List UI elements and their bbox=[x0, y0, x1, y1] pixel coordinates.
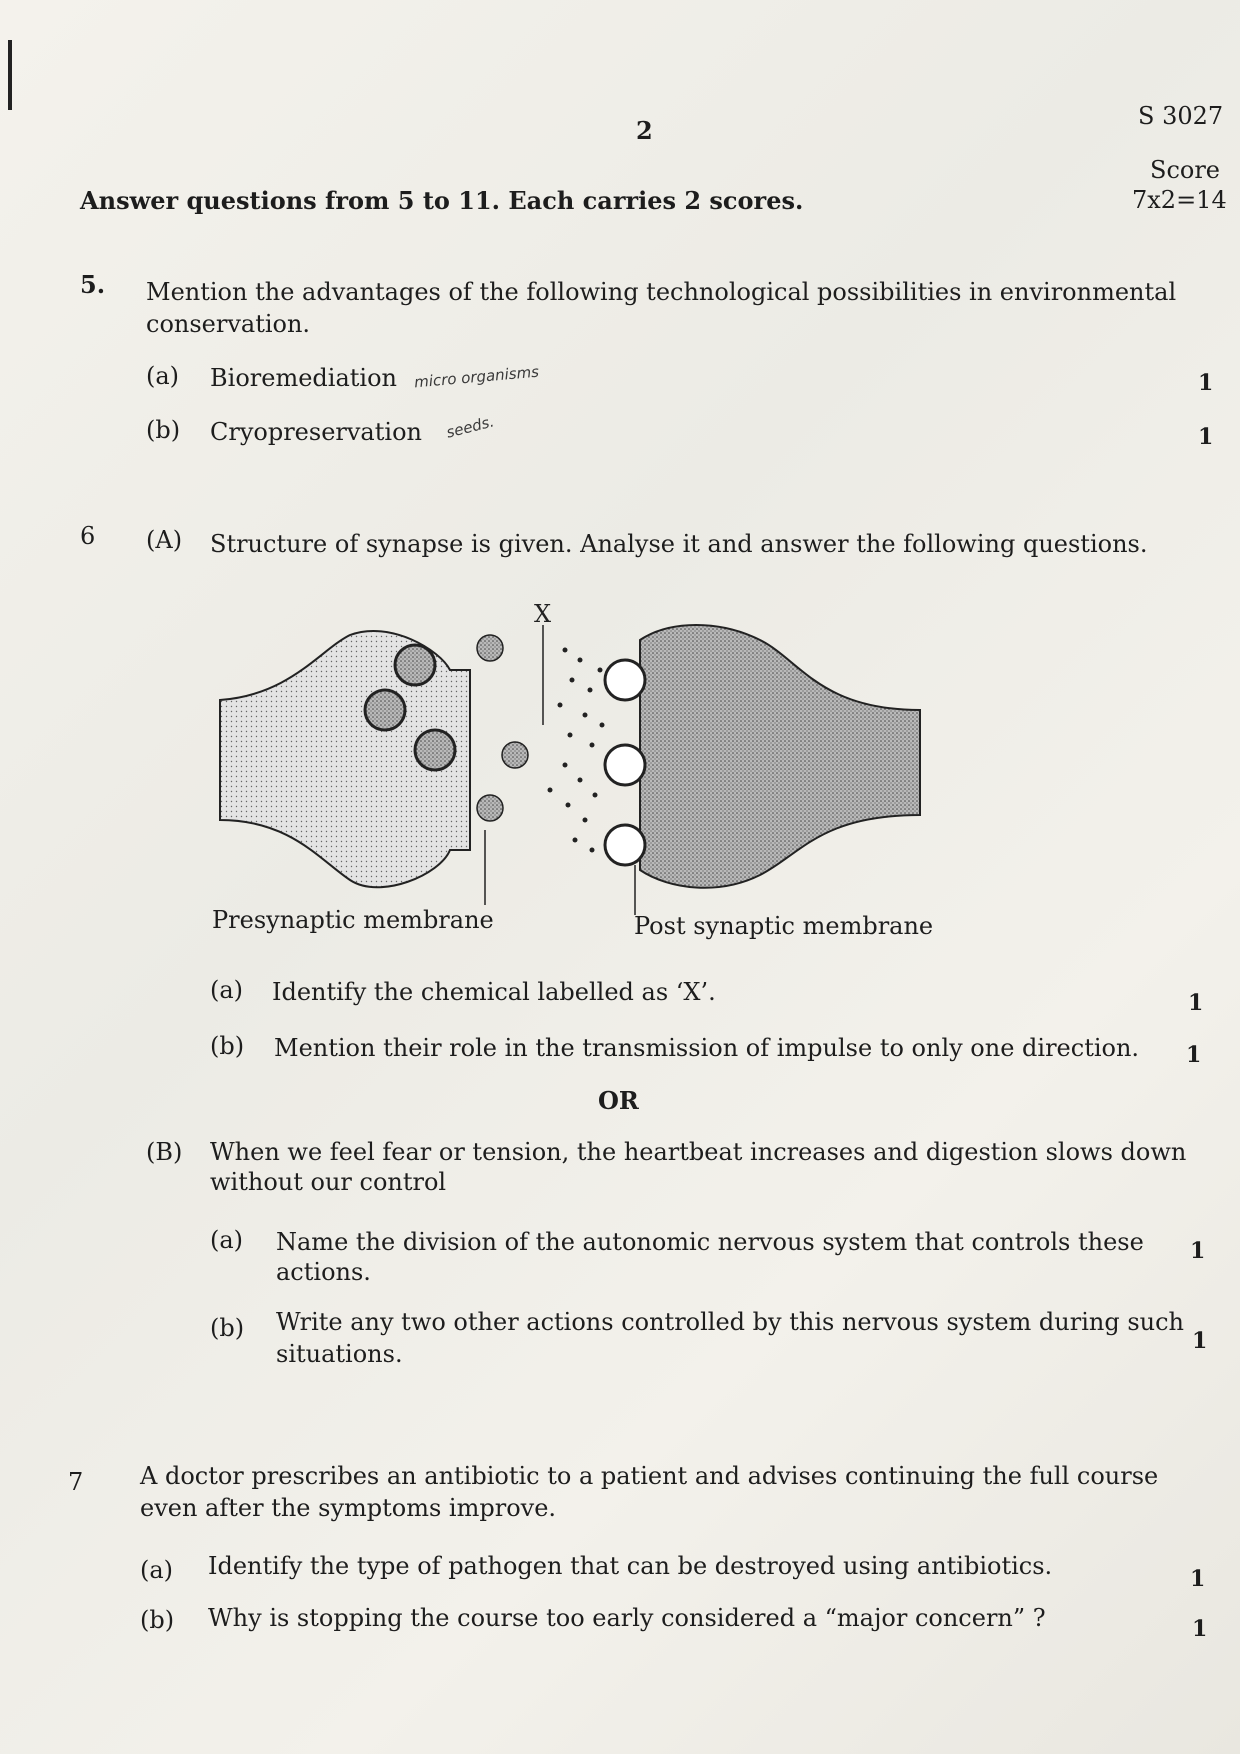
q5a-text: Bioremediation bbox=[210, 364, 397, 392]
q6b-text-line2: without our control bbox=[210, 1168, 447, 1196]
receptor bbox=[605, 745, 645, 785]
q6b-label: (B) bbox=[146, 1138, 183, 1166]
q7a-text: Identify the type of pathogen that can be destroyed using antibiotics. bbox=[208, 1552, 1053, 1580]
q6a-text: Structure of synapse is given. Analyse it and answer the following questions. bbox=[210, 530, 1148, 558]
page-edge-mark bbox=[8, 40, 12, 110]
q7a-label: (a) bbox=[140, 1556, 174, 1584]
neurotransmitter-molecules bbox=[548, 648, 605, 853]
q7b-mark: 1 bbox=[1192, 1616, 1208, 1642]
vesicle bbox=[365, 690, 405, 730]
q6-number: 6 bbox=[80, 522, 96, 550]
q6b-b-label: (b) bbox=[210, 1314, 245, 1342]
q6a-a-label: (a) bbox=[210, 976, 244, 1004]
presynaptic-label: Presynaptic membrane bbox=[212, 906, 494, 934]
q6a-a-mark: 1 bbox=[1188, 990, 1204, 1016]
q6b-a-line1: Name the division of the autonomic nervous system that controls these bbox=[276, 1228, 1144, 1256]
score-label: Score bbox=[1150, 156, 1221, 184]
q7b-text: Why is stopping the course too early considered a “major concern” ? bbox=[208, 1604, 1046, 1632]
receptor bbox=[605, 825, 645, 865]
page-number: 2 bbox=[636, 116, 653, 145]
receptor bbox=[605, 660, 645, 700]
q6b-a-mark: 1 bbox=[1190, 1238, 1206, 1264]
q5a-mark: 1 bbox=[1198, 370, 1214, 396]
q7-number: 7 bbox=[68, 1468, 84, 1496]
q5b-text: Cryopreservation bbox=[210, 418, 422, 446]
postsynaptic-neuron bbox=[640, 625, 920, 888]
q5b-mark: 1 bbox=[1198, 424, 1214, 450]
section-instruction: Answer questions from 5 to 11. Each carries 2 scores. bbox=[80, 186, 804, 215]
q6b-a-line2: actions. bbox=[276, 1258, 371, 1286]
q6b-b-line2: situations. bbox=[276, 1340, 403, 1368]
q6b-text-line1: When we feel fear or tension, the heartbeat increases and digestion slows down bbox=[210, 1138, 1187, 1166]
q5b-handwritten-note: seeds. bbox=[444, 412, 496, 442]
q7-text-line1: A doctor prescribes an antibiotic to a patient and advises continuing the full course bbox=[140, 1462, 1159, 1490]
q5a-handwritten-note: micro organisms bbox=[413, 362, 540, 392]
q5-text-line1: Mention the advantages of the following technological possibilities in environmental bbox=[146, 278, 1177, 306]
synapse-diagram bbox=[200, 600, 940, 920]
fusing-vesicle bbox=[477, 795, 503, 821]
postsynaptic-label: Post synaptic membrane bbox=[634, 912, 934, 940]
q6b-b-mark: 1 bbox=[1192, 1328, 1208, 1354]
vesicle bbox=[395, 645, 435, 685]
q7b-label: (b) bbox=[140, 1606, 175, 1634]
q5-text-line2: conservation. bbox=[146, 310, 311, 338]
paper-code: S 3027 bbox=[1138, 102, 1224, 130]
q6a-b-label: (b) bbox=[210, 1032, 245, 1060]
score-value: 7x2=14 bbox=[1132, 186, 1227, 214]
q6a-label: (A) bbox=[146, 526, 183, 554]
q6a-b-text: Mention their role in the transmission of impulse to only one direction. bbox=[274, 1034, 1140, 1062]
diagram-label-x: X bbox=[534, 600, 552, 628]
q5b-label: (b) bbox=[146, 416, 181, 444]
q6b-a-label: (a) bbox=[210, 1226, 244, 1254]
q5-number: 5. bbox=[80, 270, 106, 299]
or-separator: OR bbox=[598, 1086, 639, 1115]
vesicle bbox=[415, 730, 455, 770]
q7a-mark: 1 bbox=[1190, 1566, 1206, 1592]
q6a-b-mark: 1 bbox=[1186, 1042, 1202, 1068]
q5a-label: (a) bbox=[146, 362, 180, 390]
q7-text-line2: even after the symptoms improve. bbox=[140, 1494, 557, 1522]
q6a-a-text: Identify the chemical labelled as ‘X’. bbox=[272, 978, 716, 1006]
q6b-b-line1: Write any two other actions controlled by this nervous system during such bbox=[276, 1308, 1185, 1336]
fusing-vesicle bbox=[477, 635, 503, 661]
fusing-vesicle bbox=[502, 742, 528, 768]
